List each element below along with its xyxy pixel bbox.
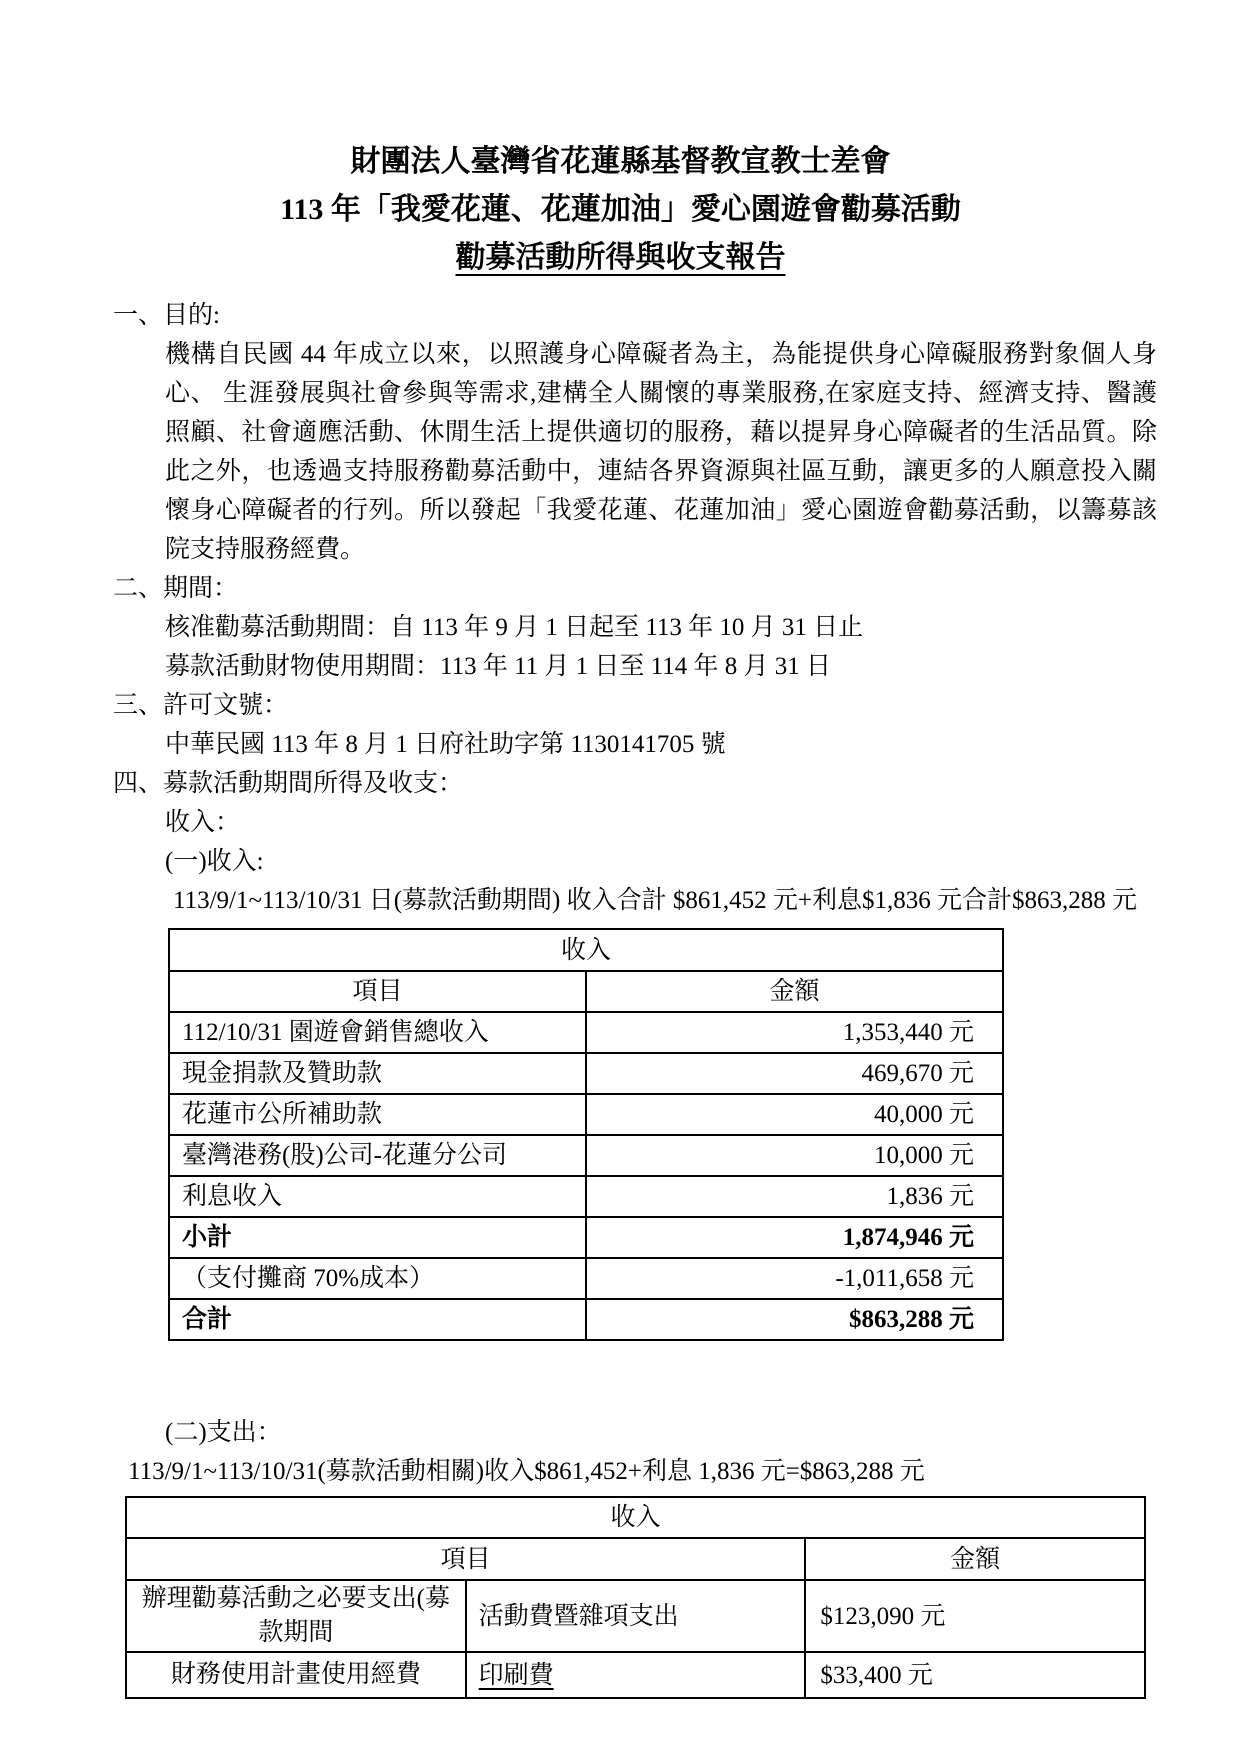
amount-cell: 469,670 元	[586, 1053, 1003, 1094]
item-cell: 臺灣港務(股)公司-花蓮分公司	[169, 1135, 586, 1176]
table-row	[169, 1053, 1003, 1094]
item-cell: 112/10/31 園遊會銷售總收入	[169, 1012, 586, 1053]
amount-cell: $33,400 元	[805, 1652, 1145, 1698]
income-col-amount-header: 金額	[586, 971, 1003, 1012]
item-cell: 利息收入	[169, 1176, 586, 1217]
amount-cell: $863,288 元	[586, 1299, 1003, 1340]
expense-table-title: 收入	[126, 1497, 1145, 1538]
report-title: 勸募活動所得與收支報告	[455, 241, 786, 274]
expense-heading: (二)支出：	[165, 1419, 282, 1446]
amount-cell: 40,000 元	[586, 1094, 1003, 1135]
category-cell: 財務使用計畫使用經費	[126, 1652, 466, 1698]
item-cell: 花蓮市公所補助款	[169, 1094, 586, 1135]
table-row	[126, 1580, 1145, 1652]
org-title: 財團法人臺灣省花蓮縣基督教宣教士差會	[350, 145, 891, 178]
expense-col-item-header: 項目	[126, 1538, 805, 1580]
period-usage-line: 募款活動財物使用期間：113 年 11 月 1 日至 114 年 8 月 31 日	[165, 653, 831, 680]
income-table	[168, 928, 1004, 1341]
finance-heading: 四、募款活動期間所得及收支：	[113, 770, 464, 797]
permit-number-line: 中華民國 113 年 8 月 1 日府社助字第 1130141705 號	[165, 731, 726, 758]
category-cell: 辦理勸募活動之必要支出(募款期間	[126, 1580, 466, 1652]
income-col-item-header: 項目	[169, 971, 586, 1012]
item-cell: 印刷費	[466, 1652, 806, 1698]
income-subheading: (一)收入:	[165, 848, 264, 875]
title-block	[0, 138, 1241, 282]
expense-table-title-row	[126, 1497, 1145, 1538]
event-title: 113 年「我愛花蓮、花蓮加油」愛心園遊會勸募活動	[280, 193, 961, 226]
item-cell: 合計	[169, 1299, 586, 1340]
item-cell: （支付攤商 70%成本）	[169, 1258, 586, 1299]
table-row	[126, 1652, 1145, 1698]
income-note: 113/9/1~113/10/31 日(募款活動期間) 收入合計 $861,452 元+利息$1,836 元合計$863,288 元	[173, 887, 1137, 914]
total-row	[169, 1299, 1003, 1340]
table-row	[169, 1094, 1003, 1135]
income-table-header-row	[169, 971, 1003, 1012]
item-cell: 現金捐款及贊助款	[169, 1053, 586, 1094]
document-body	[113, 296, 1159, 1699]
income-table-title: 收入	[169, 929, 1003, 971]
purpose-paragraph: 機構自民國 44 年成立以來，以照護身心障礙者為主，為能提供身心障礙服務對象個人身心、 生涯發展與社會參與等需求,建構全人關懷的專業服務,在家庭支持、經濟支持、醫護照顧、社會適應活動、休閒生活上提供適切的服務，藉以提昇身心障礙者的生活品質。除此之外，也透過支持服務勸募活動中，連結各界資源與社區互動，讓更多的人願意投入關懷身心障礙者的行列。所以發起「我愛花蓮、花蓮加油」愛心園遊會勸募活動，以籌募該院支持服務經費。	[165, 341, 1157, 563]
expense-note: 113/9/1~113/10/31(募款活動相關)收入$861,452+利息 1,836 元=$863,288 元	[128, 1458, 925, 1485]
income-label: 收入：	[165, 809, 241, 836]
item-cell: 活動費暨雜項支出	[466, 1580, 806, 1652]
expense-section	[113, 1413, 1159, 1491]
amount-cell: -1,011,658 元	[586, 1258, 1003, 1299]
income-table-title-row	[169, 929, 1003, 971]
period-approved-line: 核准勸募活動期間：自 113 年 9 月 1 日起至 113 年 10 月 31 日止	[165, 614, 864, 641]
permit-heading: 三、許可文號：	[113, 692, 289, 719]
subtotal-row	[169, 1217, 1003, 1258]
period-heading: 二、期間：	[113, 575, 239, 602]
table-row	[169, 1135, 1003, 1176]
expense-table	[125, 1496, 1146, 1699]
amount-cell: 1,836 元	[586, 1176, 1003, 1217]
amount-cell: 10,000 元	[586, 1135, 1003, 1176]
expense-col-amount-header: 金額	[805, 1538, 1145, 1580]
purpose-heading: 一、目的:	[113, 302, 220, 329]
amount-cell: $123,090 元	[805, 1580, 1145, 1652]
table-row	[169, 1176, 1003, 1217]
amount-cell: 1,353,440 元	[586, 1012, 1003, 1053]
table-row	[169, 1012, 1003, 1053]
expense-table-header-row	[126, 1538, 1145, 1580]
amount-cell: 1,874,946 元	[586, 1217, 1003, 1258]
table-row	[169, 1258, 1003, 1299]
item-cell: 小計	[169, 1217, 586, 1258]
